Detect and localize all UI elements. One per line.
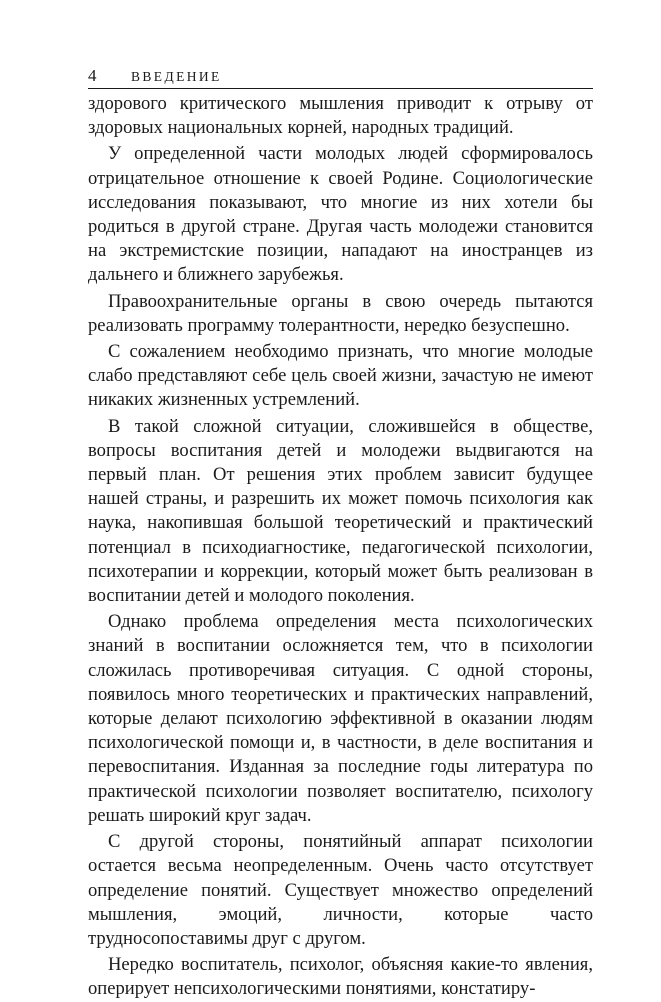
book-page	[88, 66, 593, 1002]
paragraph-last: Нередко воспитатель, психолог, объясняя какие-то явления, оперирует непсихологическими понятиями, констатиру-	[88, 954, 593, 1000]
page-number: 4	[88, 66, 97, 85]
section-title: ВВЕДЕНИЕ	[131, 69, 222, 84]
paragraph: Однако проблема определения места психологических знаний в воспитании осложняется тем, что в психологии сложилась противоречивая ситуация. С одной стороны, появилось много теоретических и практических направлений, которые делают психологию эффективной в оказании людям психологической помощи и, в частности, в деле воспитания и перевоспитания. Изданная за последние годы литература по практической психологии позволяет воспитателю, психологу решать широкий круг задач.	[88, 611, 593, 826]
paragraph: С другой стороны, понятийный аппарат психологии остается весьма неопределенным. Очень часто отсутствует определение понятий. Существует множество определений мышления, эмоций, личности, которые часто трудносопоставимы друг с другом.	[88, 831, 593, 949]
body-text	[88, 92, 593, 1002]
paragraph: Правоохранительные органы в свою очередь пытаются реализовать программу толерантности, нередко безуспешно.	[88, 290, 593, 336]
paragraph: У определенной части молодых людей сформировалось отрицательное отношение к своей Родине. Социологические исследования показывают, что многие из них хотели бы родиться в другой стране. Другая часть молодежи становится на экстремистские позиции, нападают на иностранцев из дальнего и ближнего зарубежья.	[88, 143, 593, 286]
paragraph: С сожалением необходимо признать, что многие молодые слабо представляют себе цель своей жизни, зачастую не имеют никаких жизненных устремлений.	[88, 341, 593, 411]
paragraph: В такой сложной ситуации, сложившейся в обществе, вопросы воспитания детей и молодежи выдвигаются на первый план. От решения этих проблем зависит будущее нашей страны, и разрешить их может помочь психология как наука, накопившая большой теоретический и практический потенциал в психодиагностике, педагогической психологии, психотерапии и коррекции, который может быть реализован в воспитании детей и молодого поколения.	[88, 415, 593, 607]
running-header	[88, 66, 593, 89]
paragraph-continued: здорового критического мышления приводит к отрыву от здоровых национальных корней, народных традиций.	[88, 93, 593, 139]
